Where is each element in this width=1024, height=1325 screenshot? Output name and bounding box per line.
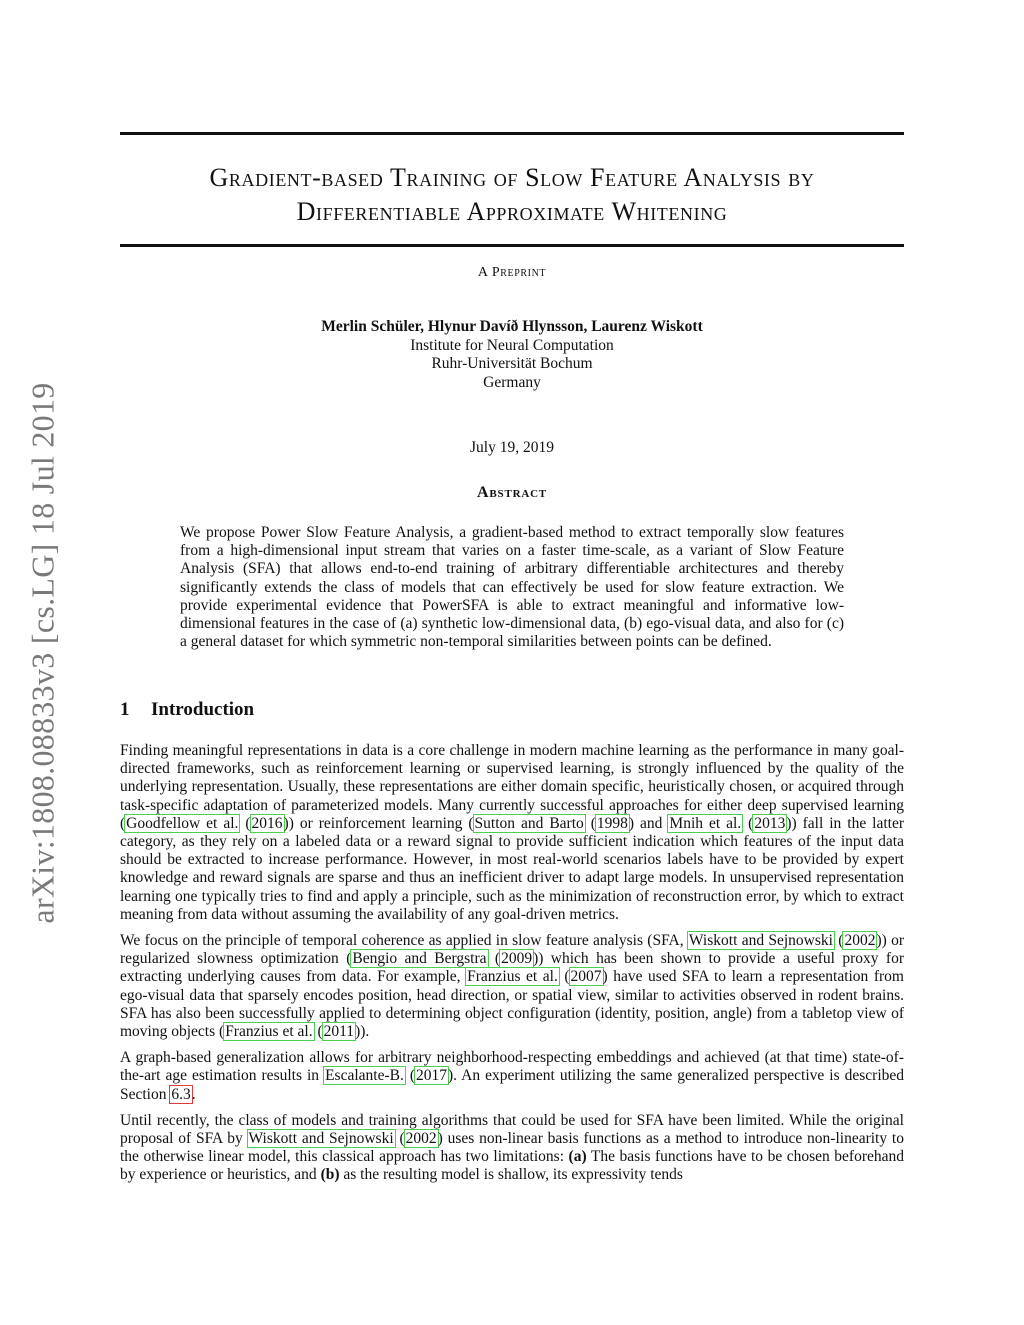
abstract-heading: Abstract <box>477 484 547 501</box>
title-line-2: Differentiable Approximate Whitening <box>296 197 728 226</box>
citation-link[interactable]: Wiskott and Sejnowski <box>688 932 833 950</box>
affiliation-university: Ruhr-Universität Bochum <box>431 355 593 372</box>
citation-link[interactable]: Escalante-B. <box>325 1067 404 1085</box>
citation-link[interactable]: Mnih et al. <box>669 814 742 832</box>
text-span: )). <box>355 1023 370 1041</box>
paragraph <box>120 742 904 924</box>
text-span: )) or reinforcement learning ( <box>283 814 474 832</box>
text-span: ( <box>558 968 570 986</box>
preprint-label: A Preprint <box>477 265 547 280</box>
text-span: . <box>191 1085 196 1103</box>
citation-link[interactable]: 2007 <box>570 968 602 986</box>
author-names: Merlin Schüler, Hlynur Davíð Hlynsson, Laurenz Wiskott <box>321 318 703 335</box>
arxiv-identifier: arXiv:1808.08833v3 [cs.LG] 18 Jul 2019 <box>24 381 61 924</box>
citation-link[interactable]: Sutton and Barto <box>474 814 584 832</box>
paragraph <box>120 1112 904 1185</box>
text-span: We focus on the principle of temporal coherence as applied in slow feature analysis (SFA, <box>120 932 688 950</box>
citation-link[interactable]: 2016 <box>251 814 283 832</box>
bold-label: (a) <box>568 1148 587 1166</box>
section-reference-link[interactable]: 6.3 <box>171 1085 191 1103</box>
title-bottom-rule <box>120 244 904 247</box>
text-span: Until recently, the class of models and training algorithms that could be used for SFA have been limited. While the original proposal of SFA by <box>120 1111 904 1148</box>
text-span: )) or regularized slowness optimization ( <box>120 932 904 968</box>
text-span: Finding meaningful representations in data is a core challenge in modern machine learning as the performance in many goal-directed frameworks, such as reinforcement learning or supervised learning, is strongly influenced by the quality of the underlying representation. Usually, these representations are either domain specific, heuristically chosen, or acquired through task-specific adaptation of parameterized models. Many currently successful approaches for either deep supervised learning ( <box>120 742 904 832</box>
text-span: ( <box>239 814 251 832</box>
introduction-body <box>120 742 904 1193</box>
citation-link[interactable]: Wiskott and Sejnowski <box>248 1130 394 1148</box>
citation-link[interactable]: Goodfellow et al. <box>126 814 239 832</box>
abstract-text: We propose Power Slow Feature Analysis, a gradient-based method to extract temporally slow features from a high-dimensional input stream that varies on a faster time-scale, as a variant of Slow Feature Analysis (SFA) that allows end-to-end training of arbitrary differentiable architectures and thereby significantly extends the class of models that can effectively be used for slow feature extraction. We provide experimental evidence that PowerSFA is able to extract meaningful and informative low-dimensional features in the case of (a) synthetic low-dimensional data, (b) ego-visual data, and also for (c) a general dataset for which symmetric non-temporal similarities between points can be defined. <box>180 524 844 651</box>
section-title: Introduction <box>151 699 255 720</box>
title-top-rule <box>120 132 904 135</box>
text-span: ( <box>394 1130 405 1148</box>
bold-label: (b) <box>320 1166 340 1184</box>
text-span: ( <box>584 814 596 832</box>
arxiv-side-stamp <box>24 365 62 940</box>
text-span: ( <box>313 1023 323 1041</box>
text-span: ) and <box>628 814 669 832</box>
text-span: ( <box>742 814 754 832</box>
text-span: The basis functions have to be chosen beforehand by experience or heuristics, and <box>120 1148 905 1184</box>
paper-title <box>120 161 904 229</box>
paragraph <box>120 1049 904 1104</box>
citation-link[interactable]: 2009 <box>501 950 533 968</box>
citation-link[interactable]: 2002 <box>844 932 876 950</box>
citation-link[interactable]: 1998 <box>596 814 628 832</box>
text-span: as the resulting model is shallow, its expressivity tends <box>339 1166 683 1184</box>
citation-link[interactable]: Bengio and Bergstra <box>352 950 487 968</box>
author-block <box>120 318 904 392</box>
text-span: ) have used SFA to learn a representation from ego-visual data that sparsely encodes position, head direction, or spatial view, similar to activities observed in rodent brains. SFA has also been successfully applied to determining object configuration (identity, position, angle) from a tabletop view of moving objects ( <box>120 968 904 1041</box>
paragraph <box>120 932 904 1041</box>
citation-link[interactable]: Franzius et al. <box>225 1023 313 1041</box>
citation-link[interactable]: 2011 <box>323 1023 355 1041</box>
citation-link[interactable]: 2017 <box>416 1067 447 1085</box>
citation-link[interactable]: 2002 <box>405 1130 437 1148</box>
affiliation-institute: Institute for Neural Computation <box>410 336 614 354</box>
affiliation-country: Germany <box>483 373 541 391</box>
paper-date: July 19, 2019 <box>470 439 554 456</box>
text-span: A graph-based generalization allows for arbitrary neighborhood-respecting embeddings and achieved (at that time) state-of-the-art age estimation results in <box>120 1049 904 1085</box>
citation-link[interactable]: Franzius et al. <box>467 968 558 986</box>
text-span: ( <box>833 932 844 950</box>
text-span: ( <box>404 1067 415 1085</box>
text-span: ( <box>487 950 501 968</box>
text-span: ) uses non-linear basis functions as a method to introduce non-linearity to the otherwise linear model, this classical approach has two limitations: <box>120 1130 904 1166</box>
text-span: )) fall in the latter category, as they rely on a labeled data or a reward signal to provide sufficient indication which features of the input data should be extracted to increase performance. However, in most real-world scenarios labels have to be provided by expert knowledge and reward signals are sparse and thus an inefficient driver to adapt large models. In unsupervised representation learning one typically tries to find and apply a principle, such as the minimization of reconstruction error, by which to extract meaning from data without assuming the availability of any goal-driven metrics. <box>120 814 905 923</box>
text-span: )) which has been shown to provide a useful proxy for extracting underlying causes from data. For example, <box>120 950 904 986</box>
title-line-1: Gradient-based Training of Slow Feature Analysis by <box>209 163 815 192</box>
section-number: 1 <box>120 699 130 720</box>
citation-link[interactable]: 2013 <box>754 814 786 832</box>
text-span: ). An experiment utilizing the same generalized perspective is described Section <box>120 1067 905 1103</box>
section-heading <box>120 699 254 721</box>
